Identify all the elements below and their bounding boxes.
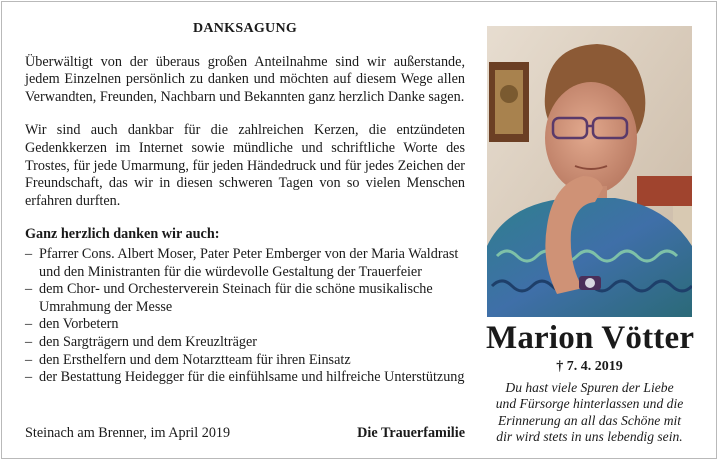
list-item: – den Vorbetern	[25, 316, 465, 334]
portrait-photo	[487, 26, 692, 317]
list-item: – der Bestattung Heidegger für die einfühlsame und hilfreiche Unterstützung	[25, 369, 465, 387]
verse-line: dir wird stets in uns lebendig sein.	[496, 428, 683, 444]
thanks-text-column	[25, 20, 465, 441]
verse-line: Du hast viele Spuren der Liebe	[505, 380, 674, 395]
notice-footer	[25, 425, 465, 443]
notice-heading: DANKSAGUNG	[192, 21, 298, 36]
list-item: – Pfarrer Cons. Albert Moser, Pater Peter Emberger von der Maria Waldrast und den Ministranten für die würdevolle Gestaltung der Trauerfeier	[25, 246, 465, 281]
intro-paragraph: Überwältigt von der überaus großen Anteilnahme sind wir außerstande, jedem Einzelnen persönlich zu danken und möchten auf diesem Wege allen Verwandten, Freunden, Nachbarn und Bekannten ganz herzlich Danke sagen.	[25, 53, 465, 105]
thanks-list	[25, 246, 465, 387]
place-and-date: Steinach am Brenner, im April 2019	[25, 425, 231, 441]
deceased-name: Marion Vötter	[486, 320, 695, 356]
death-date: † 7. 4. 2019	[556, 359, 623, 374]
memorial-verse	[486, 380, 693, 445]
verse-line: und Fürsorge hinterlassen und die	[495, 396, 684, 412]
list-item: – den Sargträgern und dem Kreuzlträger	[25, 334, 465, 352]
signature: Die Trauerfamilie	[357, 425, 465, 441]
list-item: – den Ersthelfern und dem Notarztteam für ihren Einsatz	[25, 352, 465, 370]
list-item: – dem Chor- und Orchesterverein Steinach für die schöne musikalische Umrahmung der Messe	[25, 281, 465, 316]
verse-line: Erinnerung an all das Schöne mit	[497, 412, 682, 428]
thanks-heading: Ganz herzlich danken wir auch:	[25, 226, 220, 243]
gratitude-paragraph: Wir sind auch dankbar für die zahlreichen Kerzen, die entzündeten Gedenkkerzen im Internet sowie mündliche und schriftliche Worte des Trostes, für jede Umarmung, für jeden Händedruck und für jedes Zeichen der Freundschaft, das wir in diesen schweren Tagen von so vielen Menschen erfahren durften.	[25, 122, 465, 209]
